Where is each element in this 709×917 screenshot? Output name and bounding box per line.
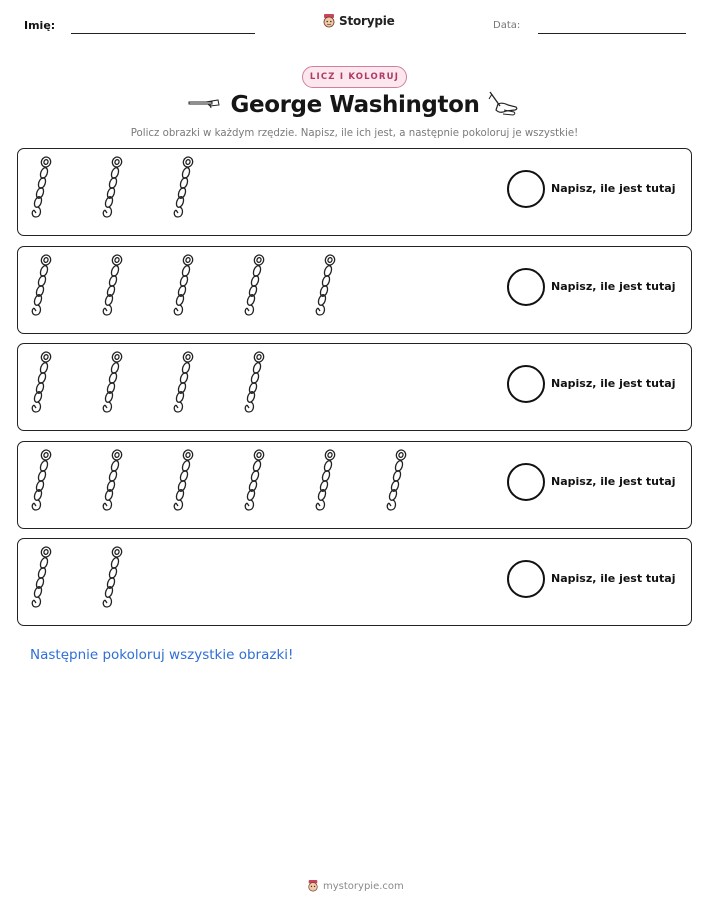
- answer-label: Napisz, ile jest tutaj: [551, 279, 676, 293]
- chain-hook-icon[interactable]: [172, 449, 196, 513]
- date-label: Data:: [493, 20, 521, 31]
- chain-hook-icon[interactable]: [314, 254, 338, 318]
- count-row-4: [17, 441, 692, 529]
- storypie-logo: [322, 13, 395, 29]
- answer-label: Napisz, ile jest tutaj: [551, 474, 676, 488]
- chain-hook-icon[interactable]: [30, 449, 54, 513]
- chain-hook-icon[interactable]: [101, 254, 125, 318]
- count-row-2: [17, 246, 692, 334]
- answer-circle[interactable]: [507, 463, 545, 501]
- footer-logo: [307, 879, 404, 893]
- count-row-1: [17, 148, 692, 236]
- count-row-5: [17, 538, 692, 626]
- answer-label: Napisz, ile jest tutaj: [551, 572, 676, 585]
- name-write-line[interactable]: [71, 33, 255, 34]
- chain-hook-icon[interactable]: [314, 449, 338, 513]
- storypie-mascot-icon: [307, 879, 319, 893]
- chain-hook-icon[interactable]: [172, 156, 196, 220]
- count-row-3: [17, 343, 692, 431]
- chain-hook-icon[interactable]: [30, 351, 54, 415]
- page-title: George Washington: [230, 92, 480, 118]
- chain-hook-icon[interactable]: [385, 449, 409, 513]
- instructions-text: Policz obrazki w każdym rzędzie. Napisz, ile ich jest, a następnie pokoloruj je wszystkie!: [130, 128, 579, 139]
- date-write-line[interactable]: [538, 33, 686, 34]
- brand-name: Storypie: [339, 14, 395, 28]
- chain-hook-icon[interactable]: [172, 351, 196, 415]
- footer-url: mystorypie.com: [323, 880, 404, 892]
- chain-hook-icon[interactable]: [243, 449, 267, 513]
- chain-hook-icon[interactable]: [101, 156, 125, 220]
- storypie-mascot-icon: [322, 13, 336, 29]
- answer-circle[interactable]: [507, 268, 545, 306]
- answer-circle[interactable]: [507, 560, 545, 598]
- answer-label: Napisz, ile jest tutaj: [551, 182, 676, 195]
- chain-hook-icon[interactable]: [172, 254, 196, 318]
- chain-hook-icon[interactable]: [101, 449, 125, 513]
- chain-hook-icon[interactable]: [30, 254, 54, 318]
- chain-hook-icon[interactable]: [243, 254, 267, 318]
- chain-hook-icon[interactable]: [30, 546, 54, 610]
- quill-hand-icon: [486, 90, 520, 120]
- answer-circle[interactable]: [507, 170, 545, 208]
- chain-hook-icon[interactable]: [101, 546, 125, 610]
- chain-hook-icon[interactable]: [243, 351, 267, 415]
- answer-circle[interactable]: [507, 365, 545, 403]
- activity-badge: LICZ I KOLORUJ: [302, 66, 407, 88]
- chain-hook-icon[interactable]: [101, 351, 125, 415]
- name-label: Imię:: [24, 19, 56, 32]
- chain-hook-icon[interactable]: [30, 156, 54, 220]
- coloring-note: Następnie pokoloruj wszystkie obrazki!: [30, 647, 294, 663]
- answer-label: Napisz, ile jest tutaj: [551, 377, 676, 390]
